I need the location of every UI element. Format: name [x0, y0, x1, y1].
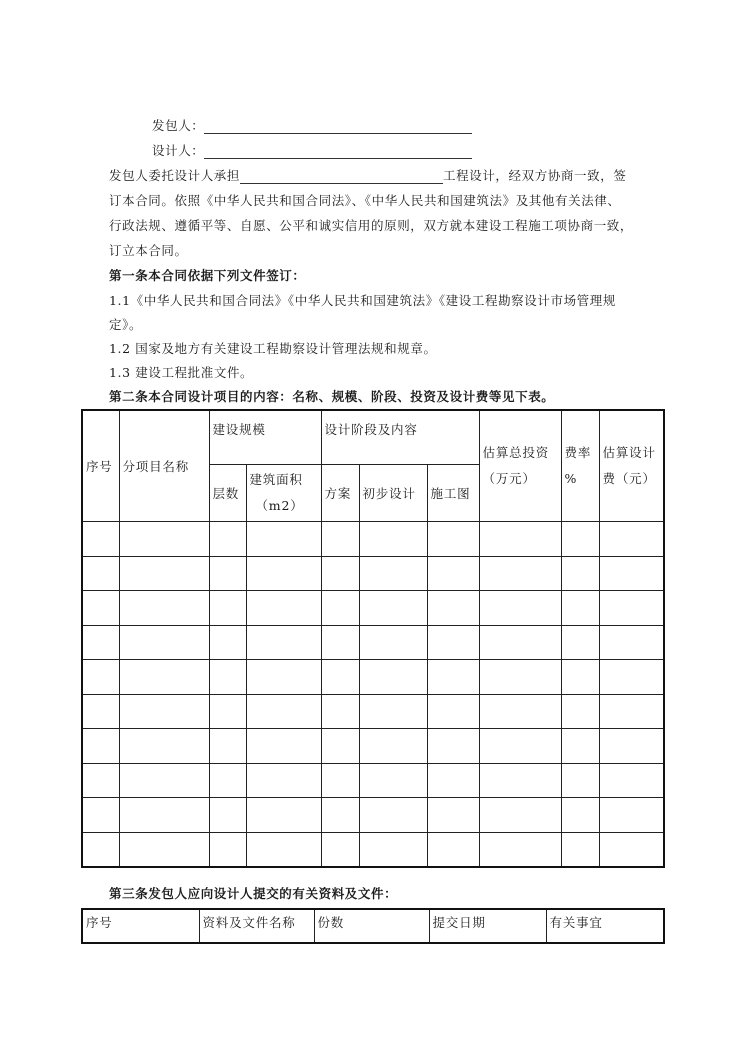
table-row — [82, 798, 664, 833]
table-cell[interactable] — [359, 522, 427, 557]
table-cell[interactable] — [321, 729, 359, 764]
table-cell[interactable] — [479, 556, 561, 591]
table-cell[interactable] — [119, 625, 209, 660]
header-investment — [479, 410, 561, 522]
project-blank[interactable] — [240, 169, 443, 184]
table-cell[interactable] — [427, 832, 479, 867]
documents-header-cell: 有关事宜 — [546, 909, 664, 943]
table-cell[interactable] — [479, 798, 561, 833]
table-cell[interactable] — [561, 832, 599, 867]
table-cell[interactable] — [209, 729, 246, 764]
table-row — [82, 729, 664, 764]
table-cell[interactable] — [82, 832, 119, 867]
table-cell[interactable] — [321, 832, 359, 867]
client-field — [152, 116, 472, 134]
design-items-table — [81, 409, 665, 868]
header-rate-line1: 费率 — [564, 445, 592, 460]
article1-item1-line1: 1.1《中华人民共和国合同法》《中华人民共和国建筑法》《建设工程勘察设计市场管理规 — [109, 293, 616, 308]
table-cell[interactable] — [427, 556, 479, 591]
table-cell[interactable] — [209, 798, 246, 833]
header-investment-line2: （万元） — [482, 471, 536, 486]
table-cell[interactable] — [119, 556, 209, 591]
table-cell[interactable] — [119, 763, 209, 798]
table-cell[interactable] — [479, 832, 561, 867]
table-cell[interactable] — [359, 798, 427, 833]
table-cell[interactable] — [599, 832, 664, 867]
table-cell[interactable] — [321, 694, 359, 729]
client-label: 发包人： — [152, 118, 205, 133]
intro-prefix: 发包人委托设计人承担 — [109, 168, 241, 183]
table-cell[interactable] — [599, 556, 664, 591]
table-cell[interactable] — [246, 660, 321, 695]
header-preliminary: 初步设计 — [359, 465, 427, 522]
table-cell[interactable] — [209, 591, 246, 626]
table-cell[interactable] — [359, 694, 427, 729]
designer-field — [152, 141, 472, 159]
table-cell[interactable] — [599, 625, 664, 660]
table-row — [82, 694, 664, 729]
table-cell[interactable] — [479, 660, 561, 695]
table-cell[interactable] — [599, 729, 664, 764]
table-cell[interactable] — [119, 591, 209, 626]
table-cell[interactable] — [82, 556, 119, 591]
intro-line-3: 行政法规、遵循平等、自愿、公平和诚实信用的原则，双方就本建设工程施工项协商一致， — [109, 218, 634, 233]
table-cell[interactable] — [209, 522, 246, 557]
table-cell[interactable] — [209, 556, 246, 591]
table-cell[interactable] — [359, 729, 427, 764]
header-design-fee — [599, 410, 664, 522]
client-blank[interactable] — [204, 119, 472, 134]
designer-blank[interactable] — [204, 144, 472, 159]
table-cell[interactable] — [599, 660, 664, 695]
table-cell[interactable] — [599, 763, 664, 798]
table-cell[interactable] — [82, 763, 119, 798]
table-cell[interactable] — [561, 556, 599, 591]
table-cell[interactable] — [119, 729, 209, 764]
documents-header-cell: 资料及文件名称 — [199, 909, 314, 943]
documents-header-cell: 提交日期 — [429, 909, 546, 943]
table-cell[interactable] — [561, 522, 599, 557]
table-cell[interactable] — [119, 660, 209, 695]
table-cell[interactable] — [246, 591, 321, 626]
table-cell[interactable] — [359, 556, 427, 591]
table-cell[interactable] — [82, 591, 119, 626]
table-row — [82, 625, 664, 660]
table-cell[interactable] — [82, 729, 119, 764]
table-cell[interactable] — [479, 694, 561, 729]
table-cell[interactable] — [321, 798, 359, 833]
table-cell[interactable] — [246, 625, 321, 660]
table-cell[interactable] — [359, 625, 427, 660]
table-cell[interactable] — [561, 591, 599, 626]
table-cell[interactable] — [427, 522, 479, 557]
table-cell[interactable] — [246, 763, 321, 798]
header-area-line2: （m2） — [255, 498, 304, 513]
table-cell[interactable] — [321, 660, 359, 695]
table-cell[interactable] — [427, 798, 479, 833]
intro-line-4: 订立本合同。 — [109, 243, 188, 258]
header-rate — [561, 410, 599, 522]
header-rate-line2: % — [564, 471, 578, 486]
table-cell[interactable] — [119, 798, 209, 833]
table-cell[interactable] — [321, 591, 359, 626]
design-items-body — [82, 522, 664, 868]
article1-item3: 1.3 建设工程批准文件。 — [109, 365, 254, 380]
header-item-name: 分项目名称 — [119, 410, 209, 522]
table-cell[interactable] — [321, 625, 359, 660]
table-cell[interactable] — [479, 729, 561, 764]
table-cell[interactable] — [479, 625, 561, 660]
table-cell[interactable] — [427, 591, 479, 626]
table-cell[interactable] — [561, 798, 599, 833]
header-scale-group: 建设规模 — [209, 410, 321, 465]
table-cell[interactable] — [561, 660, 599, 695]
header-scheme: 方案 — [321, 465, 359, 522]
table-cell[interactable] — [246, 729, 321, 764]
table-row — [82, 522, 664, 557]
table-row — [82, 763, 664, 798]
table-cell[interactable] — [82, 694, 119, 729]
table-cell[interactable] — [119, 522, 209, 557]
documents-header-row — [82, 909, 664, 943]
table-cell[interactable] — [599, 522, 664, 557]
table-cell[interactable] — [209, 694, 246, 729]
table-cell[interactable] — [599, 798, 664, 833]
header-stage-group: 设计阶段及内容 — [321, 410, 479, 465]
table-cell[interactable] — [359, 591, 427, 626]
table-cell[interactable] — [359, 832, 427, 867]
intro-suffix: 工程设计，经双方协商一致，签 — [443, 168, 627, 183]
header-fee-line1: 估算设计 — [602, 445, 656, 460]
table-cell[interactable] — [561, 625, 599, 660]
intro-line-2: 订本合同。依照《中华人民共和国合同法》、《中华人民共和国建筑法》及其他有关法律、 — [109, 193, 621, 208]
table-cell[interactable] — [82, 625, 119, 660]
table-cell[interactable] — [246, 832, 321, 867]
header-seq: 序号 — [82, 410, 119, 522]
table-cell[interactable] — [427, 729, 479, 764]
table-row — [82, 591, 664, 626]
table-cell[interactable] — [82, 660, 119, 695]
article1-item1-line2: 定》。 — [109, 317, 143, 332]
table-cell[interactable] — [321, 522, 359, 557]
table-cell[interactable] — [427, 763, 479, 798]
header-fee-line2: 费（元） — [602, 471, 656, 486]
table-cell[interactable] — [599, 591, 664, 626]
table-cell[interactable] — [82, 798, 119, 833]
designer-label: 设计人： — [152, 143, 205, 158]
intro-line-1 — [109, 166, 626, 184]
table-cell[interactable] — [561, 694, 599, 729]
table-row — [82, 832, 664, 867]
documents-header-cell: 序号 — [82, 909, 199, 943]
table-cell[interactable] — [427, 660, 479, 695]
table-cell[interactable] — [246, 694, 321, 729]
article2-title: 第二条本合同设计项目的内容：名称、规模、阶段、投资及设计费等见下表。 — [109, 389, 555, 404]
table-cell[interactable] — [427, 625, 479, 660]
table-cell[interactable] — [479, 522, 561, 557]
article1-item2: 1.2 国家及地方有关建设工程勘察设计管理法规和规章。 — [109, 341, 437, 356]
table-cell[interactable] — [321, 763, 359, 798]
table-row — [82, 556, 664, 591]
table-cell[interactable] — [246, 556, 321, 591]
table-cell[interactable] — [209, 625, 246, 660]
table-cell[interactable] — [359, 660, 427, 695]
table-cell[interactable] — [479, 591, 561, 626]
table-cell[interactable] — [246, 522, 321, 557]
table-cell[interactable] — [479, 763, 561, 798]
article3-title: 第三条发包人应向设计人提交的有关资料及文件： — [109, 886, 398, 901]
table-cell[interactable] — [427, 694, 479, 729]
header-construction: 施工图 — [427, 465, 479, 522]
table-cell[interactable] — [209, 763, 246, 798]
table-cell[interactable] — [209, 660, 246, 695]
table-cell[interactable] — [321, 556, 359, 591]
table-cell[interactable] — [561, 763, 599, 798]
table-cell[interactable] — [599, 694, 664, 729]
table-cell[interactable] — [209, 832, 246, 867]
header-area — [246, 465, 321, 522]
documents-header-cell: 份数 — [314, 909, 429, 943]
table-cell[interactable] — [359, 763, 427, 798]
table-cell[interactable] — [82, 522, 119, 557]
table-cell[interactable] — [119, 832, 209, 867]
header-area-line1: 建筑面积 — [249, 472, 303, 487]
table-cell[interactable] — [246, 798, 321, 833]
article1-title: 第一条本合同依据下列文件签订： — [109, 268, 306, 283]
header-floors: 层数 — [209, 465, 246, 522]
table-row — [82, 660, 664, 695]
table-cell[interactable] — [119, 694, 209, 729]
documents-table — [81, 908, 665, 944]
header-investment-line1: 估算总投资 — [482, 445, 550, 460]
table-cell[interactable] — [561, 729, 599, 764]
